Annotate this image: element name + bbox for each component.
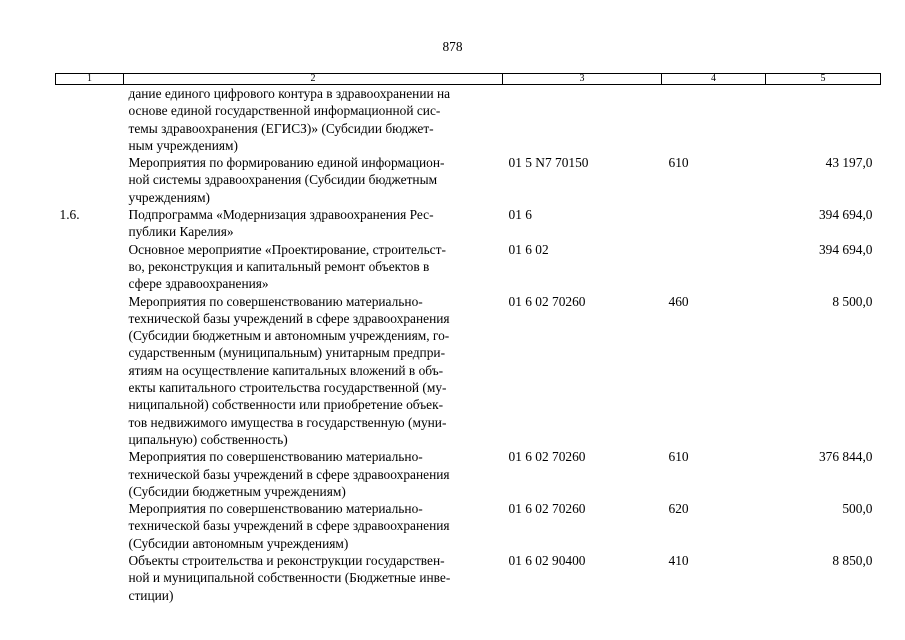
row-name-line: технической базы учреждений в сфере здравоохранения — [128, 518, 450, 534]
row-name-line: ниципальной) собственности или приобретение объек- — [128, 397, 444, 413]
row-amount: 500,0 — [842, 501, 873, 517]
row-number — [56, 85, 124, 155]
row-name-line: дание единого цифрового контура в здравоохранении на — [128, 86, 451, 101]
row-name-line: темы здравоохранения (ЕГИСЗ)» (Субсидии бюджет- — [128, 120, 434, 136]
row-name-line: технической базы учреждений в сфере здравоохранения — [128, 466, 450, 482]
column-header: 2 — [124, 74, 503, 85]
row-number — [56, 293, 124, 449]
row-name-line: во, реконструкция и капитальный ремонт объектов в — [128, 258, 430, 274]
column-header: 1 — [56, 74, 124, 85]
row-name-line: публики Карелия» — [128, 224, 234, 240]
row-name-line: Мероприятия по формированию единой информацион- — [128, 155, 445, 171]
table-row — [56, 500, 881, 552]
row-number — [56, 154, 124, 206]
row-code: 01 6 02 — [508, 241, 549, 257]
table-row — [56, 448, 881, 500]
page-number: 878 — [442, 39, 463, 54]
table-row — [56, 552, 881, 604]
budget-table — [55, 73, 881, 604]
row-amount: 394 694,0 — [818, 241, 873, 257]
row-expense-type: 460 — [668, 293, 689, 309]
row-name — [124, 293, 503, 449]
row-name — [124, 85, 503, 155]
row-number — [56, 241, 124, 293]
row-name-line: Основное мероприятие «Проектирование, строительст- — [128, 241, 446, 257]
row-code: 01 5 N7 70150 — [508, 155, 589, 171]
row-name-line: учреждениям) — [128, 189, 211, 205]
row-name-line: ятиям на осуществление капитальных вложений в объ- — [128, 362, 444, 378]
row-amount — [766, 85, 881, 155]
table-row — [56, 154, 881, 206]
row-name — [124, 448, 503, 500]
row-name-line: ным учреждениям) — [128, 137, 238, 153]
table-row — [56, 293, 881, 449]
row-expense-type: 610 — [668, 449, 689, 465]
row-code: 01 6 02 70260 — [508, 449, 586, 465]
row-name-line: технической базы учреждений в сфере здравоохранения — [128, 310, 450, 326]
row-number — [56, 552, 124, 604]
row-expense-type — [662, 85, 766, 155]
row-name-line: ной системы здравоохранения (Субсидии бюджетным — [128, 172, 438, 188]
row-number: 1.6. — [59, 207, 80, 223]
table-row — [56, 241, 881, 293]
column-number-row — [56, 74, 881, 85]
table-row — [56, 85, 881, 155]
row-code: 01 6 02 90400 — [508, 553, 586, 569]
row-name-line: ной и муниципальной собственности (Бюджетные инве- — [128, 570, 451, 586]
row-expense-type — [662, 206, 766, 241]
row-name-line: (Субсидии бюджетным и автономным учреждениям, го- — [128, 328, 450, 344]
column-header: 5 — [766, 74, 881, 85]
row-expense-type: 610 — [668, 155, 689, 171]
row-name — [124, 241, 503, 293]
row-code — [503, 85, 662, 155]
row-name-line: Мероприятия по совершенствованию материально- — [128, 501, 423, 517]
row-amount: 376 844,0 — [818, 449, 873, 465]
row-number — [56, 500, 124, 552]
row-name — [124, 206, 503, 241]
row-name-line: екты капитального строительства государственной (му- — [128, 380, 447, 396]
row-amount: 43 197,0 — [825, 155, 873, 171]
row-code: 01 6 02 70260 — [508, 293, 586, 309]
row-name-line: тов недвижимого имущества в государственную (муни- — [128, 414, 447, 430]
row-amount: 394 694,0 — [818, 207, 873, 223]
row-name-line: стиции) — [128, 587, 174, 603]
row-code: 01 6 — [508, 207, 532, 223]
row-name-line: основе единой государственной информационной сис- — [128, 103, 441, 119]
row-code: 01 6 02 70260 — [508, 501, 586, 517]
row-expense-type — [662, 241, 766, 293]
row-amount: 8 500,0 — [832, 293, 873, 309]
row-expense-type: 620 — [668, 501, 689, 517]
row-name-line: сударственным (муниципальным) унитарным предпри- — [128, 345, 446, 361]
row-number — [56, 448, 124, 500]
row-name — [124, 500, 503, 552]
row-name — [124, 154, 503, 206]
row-name-line: Объекты строительства и реконструкции государствен- — [128, 553, 445, 569]
row-name-line: сфере здравоохранения» — [128, 276, 269, 292]
table-body — [56, 85, 881, 604]
row-name-line: (Субсидии бюджетным учреждениям) — [128, 483, 346, 499]
row-name-line: (Субсидии автономным учреждениям) — [128, 535, 349, 551]
table-row — [56, 206, 881, 241]
row-amount: 8 850,0 — [832, 553, 873, 569]
column-header: 3 — [503, 74, 662, 85]
row-name-line: Мероприятия по совершенствованию материально- — [128, 293, 423, 309]
row-name-line: Подпрограмма «Модернизация здравоохранения Рес- — [128, 207, 434, 223]
row-name — [124, 552, 503, 604]
row-name-line: Мероприятия по совершенствованию материально- — [128, 449, 423, 465]
column-header: 4 — [662, 74, 766, 85]
row-name-line: ципальную) собственность) — [128, 431, 288, 447]
row-expense-type: 410 — [668, 553, 689, 569]
